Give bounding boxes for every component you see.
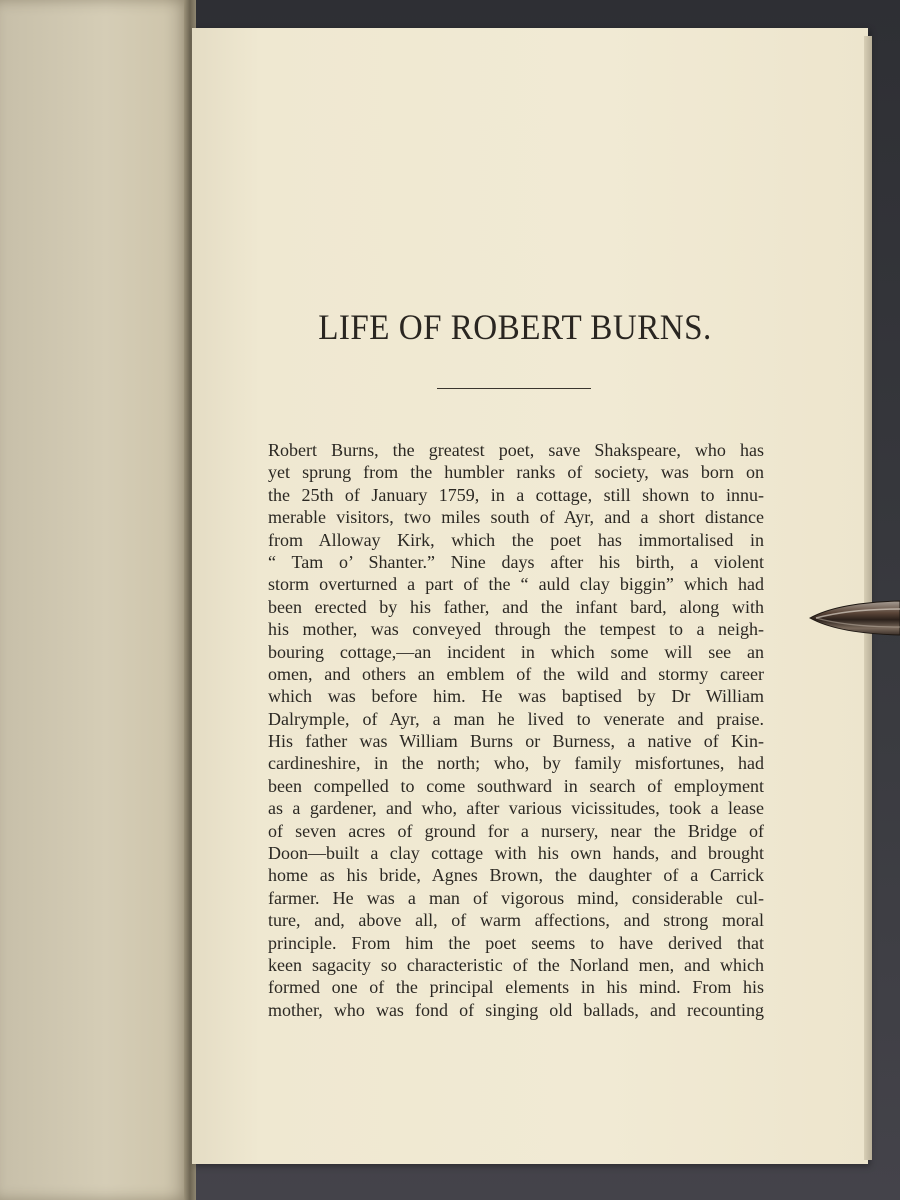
text-line: of seven acres of ground for a nursery, near the Bridge of (268, 820, 764, 841)
text-line: farmer. He was a man of vigorous mind, considerable cul- (268, 887, 764, 908)
text-line: omen, and others an emblem of the wild and stormy career (268, 663, 764, 684)
bookmark-icon (808, 596, 900, 640)
text-line: Doon—built a clay cottage with his own hands, and brought (268, 843, 764, 864)
text-line: Robert Burns, the greatest poet, save Shakspeare, who has (268, 440, 764, 460)
text-line: which was before him. He was baptised by Dr William (268, 686, 764, 707)
text-line: storm overturned a part of the “ auld clay biggin” which had (268, 574, 764, 595)
text-line: the 25th of January 1759, in a cottage, still shown to innu- (268, 484, 764, 505)
left-page (0, 0, 192, 1200)
text-line: from Alloway Kirk, which the poet has immortalised in (268, 529, 764, 550)
text-line: mother, who was fond of singing old ballads, and recounting (268, 999, 764, 1020)
heading-rule (437, 388, 591, 389)
chapter-heading: LIFE OF ROBERT BURNS. (318, 307, 712, 347)
text-line: keen sagacity so characteristic of the Norland men, and which (268, 954, 764, 975)
text-line: merable visitors, two miles south of Ayr, and a short distance (268, 507, 764, 528)
text-line: formed one of the principal elements in his mind. From his (268, 977, 764, 998)
text-line: principle. From him the poet seems to have derived that (268, 932, 764, 953)
text-line: bouring cottage,—an incident in which some will see an (268, 641, 764, 662)
body-text (268, 439, 764, 1021)
text-line: been erected by his father, and the infant bard, along with (268, 596, 764, 617)
text-line: His father was William Burns or Burness, a native of Kin- (268, 731, 764, 752)
text-line: cardineshire, in the north; who, by family misfortunes, had (268, 753, 764, 774)
text-line: yet sprung from the humbler ranks of society, was born on (268, 462, 764, 483)
text-line: his mother, was conveyed through the tempest to a neigh- (268, 619, 764, 640)
text-line: as a gardener, and who, after various vicissitudes, took a lease (268, 798, 764, 819)
text-line: home as his bride, Agnes Brown, the daughter of a Carrick (268, 865, 764, 886)
text-line: been compelled to come southward in search of employment (268, 775, 764, 796)
text-line: ture, and, above all, of warm affections, and strong moral (268, 910, 764, 931)
text-line: Dalrymple, of Ayr, a man he lived to venerate and praise. (268, 708, 764, 729)
text-line: “ Tam o’ Shanter.” Nine days after his birth, a violent (268, 551, 764, 572)
